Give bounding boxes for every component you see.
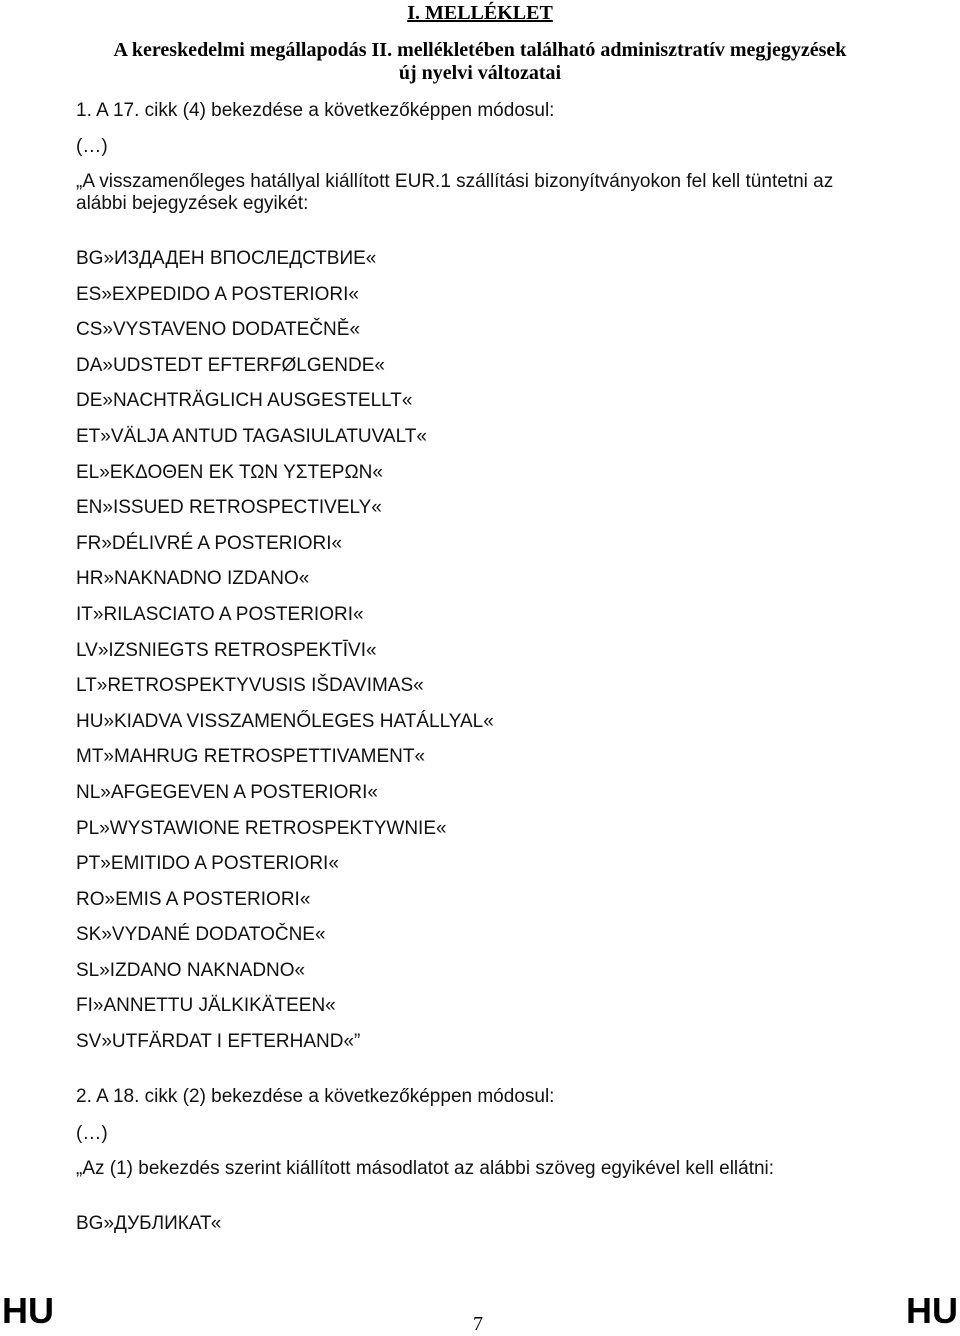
section1-ellipsis: (…) xyxy=(76,136,108,157)
endorsement-entry: LT»RETROSPEKTYVUSIS IŠDAVIMAS« xyxy=(76,675,424,697)
endorsement-entry: ET»VÄLJA ANTUD TAGASIULATUVALT« xyxy=(76,425,427,447)
endorsement-entry: EL»ΕΚΔΟΘΕΝ ΕΚ ΤΩΝ ΥΣΤΕΡΩΝ« xyxy=(76,461,383,483)
annex-subtitle-line2: új nyelvi változatai xyxy=(398,62,562,84)
footer-language-left: HU xyxy=(2,1290,54,1331)
endorsement-entry: PL»WYSTAWIONE RETROSPEKTYWNIE« xyxy=(76,817,447,839)
section2-first-entry: BG»ДУБЛИКАТ« xyxy=(76,1213,222,1234)
annex-title: I. MELLÉKLET xyxy=(407,2,553,24)
section2-intro: „Az (1) bekezdés szerint kiállított másodlatot az alábbi szöveg egyikével kell ellátni: xyxy=(76,1158,775,1179)
endorsement-entry: FR»DÉLIVRÉ A POSTERIORI« xyxy=(76,532,343,554)
section1-intro-line1: „A visszamenőleges hatállyal kiállított EUR.1 szállítási bizonyítványokon fel kell tüntetni az xyxy=(76,171,834,192)
section2-ellipsis: (…) xyxy=(76,1123,108,1144)
page-number: 7 xyxy=(473,1313,483,1335)
endorsement-entry: HU»KIADVA VISSZAMENŐLEGES HATÁLLYAL« xyxy=(76,710,494,732)
endorsement-entry: HR»NAKNADNO IZDANO« xyxy=(76,568,310,590)
endorsement-entry: DE»NACHTRÄGLICH AUSGESTELLT« xyxy=(76,390,413,412)
annex-subtitle-line1: A kereskedelmi megállapodás II. mellékletében található adminisztratív megjegyzések xyxy=(113,39,847,61)
endorsement-entry: ES»EXPEDIDO A POSTERIORI« xyxy=(76,283,359,305)
section1-label: 1. A 17. cikk (4) bekezdése a következőképpen módosul: xyxy=(76,100,555,121)
endorsement-entry: NL»AFGEGEVEN A POSTERIORI« xyxy=(76,781,378,803)
section2-label: 2. A 18. cikk (2) bekezdése a következőképpen módosul: xyxy=(76,1086,555,1107)
endorsement-list xyxy=(76,248,494,1067)
endorsement-entry: SK»VYDANÉ DODATOČNE« xyxy=(76,924,326,946)
section1-intro-line2: alábbi bejegyzések egyikét: xyxy=(76,193,309,214)
endorsement-entry: EN»ISSUED RETROSPECTIVELY« xyxy=(76,497,382,519)
endorsement-entry: MT»MAHRUG RETROSPETTIVAMENT« xyxy=(76,746,426,768)
endorsement-entry: SV»UTFÄRDAT I EFTERHAND«” xyxy=(76,1031,361,1053)
endorsement-entry: SL»IZDANO NAKNADNO« xyxy=(76,959,306,981)
endorsement-entry: BG»ИЗДАДЕН ВПОСЛЕДСТВИЕ« xyxy=(76,248,377,269)
endorsement-entry: FI»ANNETTU JÄLKIKÄTEEN« xyxy=(76,995,336,1017)
endorsement-entry: PT»EMITIDO A POSTERIORI« xyxy=(76,853,339,875)
endorsement-entry: DA»UDSTEDT EFTERFØLGENDE« xyxy=(76,354,385,376)
endorsement-entry: LV»IZSNIEGTS RETROSPEKTĪVI« xyxy=(76,639,377,661)
endorsement-entry: IT»RILASCIATO A POSTERIORI« xyxy=(76,603,364,625)
endorsement-entry: RO»EMIS A POSTERIORI« xyxy=(76,888,311,910)
endorsement-entry: CS»VYSTAVENO DODATEČNĚ« xyxy=(76,319,361,341)
footer-language-right: HU xyxy=(906,1290,958,1331)
